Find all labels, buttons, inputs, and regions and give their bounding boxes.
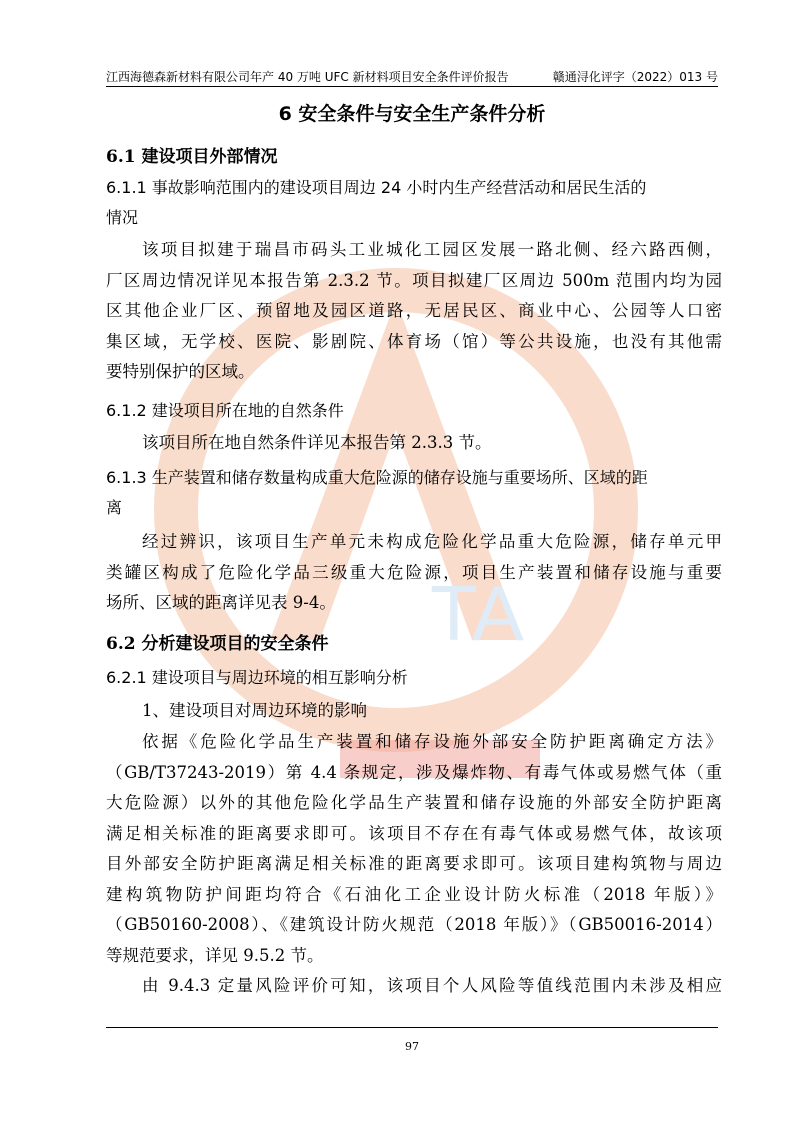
section-6-2-heading: 6.2 分析建设项目的安全条件 [106,634,329,654]
section-6-2-1-paragraph [106,727,722,971]
section-6-1-2-heading: 6.1.2 建设项目所在地的自然条件 [106,401,344,420]
header-report-number: 赣通浔化评字（2022）013 号 [552,70,718,84]
paragraph-line: 目外部安全防护距离满足相关标准的距离要求即可。该项目建构筑物与周边 [106,854,722,873]
paragraph-line: 厂区周边情况详见本报告第 2.3.2 节。项目拟建厂区周边 500m 范围内均为园 [106,270,722,290]
paragraph-line: 该项目所在地自然条件详见本报告第 2.3.3 节。 [142,433,492,452]
section-6-2-1-heading: 6.2.1 建设项目与周边环境的相互影响分析 [106,668,408,687]
section-6-1-3-heading-line1: 6.1.3 生产装置和储存数量构成重大危险源的储存设施与重要场所、区域的距 [106,468,648,487]
section-6-1-3-paragraph [106,527,722,619]
chapter-title: 6 安全条件与安全生产条件分析 [278,103,546,125]
section-6-1-3-heading-line2: 离 [106,498,123,517]
page-number: 97 [405,1040,419,1053]
section-6-1-1-paragraph [106,235,722,388]
section-6-1-1-heading-line2: 情况 [106,208,139,227]
paragraph-line: 经过辨识，该项目生产单元未构成危险化学品重大危险源，储存单元甲 [142,532,722,551]
list-item: 1、建设项目对周边环境的影响 [142,701,367,720]
paragraph-line: 场所、区域的距离详见表 9-4。 [106,593,336,612]
section-6-1-3-heading [106,463,722,523]
paragraph-line: 类罐区构成了危险化学品三级重大危险源，项目生产装置和储存设施与重要 [106,562,722,582]
paragraph-line: 该项目拟建于瑞昌市码头工业城化工园区发展一路北侧、经六路西侧， [142,240,722,259]
paragraph-line: 建构筑物防护间距均符合《石油化工企业设计防火标准（2018 年版）》 [106,884,722,904]
header-divider [106,86,718,87]
paragraph-line: 由 9.4.3 定量风险评价可知，该项目个人风险等值线范围内未涉及相应 [142,976,722,995]
paragraph-line: 大危险源）以外的其他危险化学品生产装置和储存设施的外部安全防护距离 [106,793,722,812]
section-6-1-1-heading-line1: 6.1.1 事故影响范围内的建设项目周边 24 小时内生产经营活动和居民生活的 [106,178,647,197]
section-6-2-1-item-1 [106,696,722,727]
section-6-1-2-paragraph [106,428,722,459]
paragraph-line: 区其他企业厂区、预留地及园区道路，无居民区、商业中心、公园等人口密 [106,301,722,320]
paragraph-line: 满足相关标准的距离要求即可。该项目不存在有毒气体或易燃气体，故该项 [106,823,722,843]
paragraph-line: 依据《危险化学品生产装置和储存设施外部安全防护距离确定方法》 [142,732,722,751]
section-6-1-heading: 6.1 建设项目外部情况 [106,147,278,167]
paragraph-line: （GB/T37243-2019）第 4.4 条规定，涉及爆炸物、有毒气体或易燃气体（重 [106,762,722,782]
section-6-1-1-heading [106,173,722,233]
footer-divider [106,1027,718,1028]
page-header [106,69,718,85]
header-report-title: 江西海德森新材料有限公司年产 40 万吨 UFC 新材料项目安全条件评价报告 [106,70,509,84]
svg-text:TA: TA [430,569,524,657]
paragraph-line: （GB50160-2008）、《建筑设计防火规范（2018 年版）》（GB50016-2014） [106,915,722,934]
section-6-2-1-paragraph-2 [106,971,722,1002]
paragraph-line: 等规范要求，详见 9.5.2 节。 [106,945,324,965]
paragraph-line: 集区域，无学校、医院、影剧院、体育场（馆）等公共设施，也没有其他需 [106,331,722,351]
paragraph-line: 要特别保护的区域。 [106,362,255,381]
